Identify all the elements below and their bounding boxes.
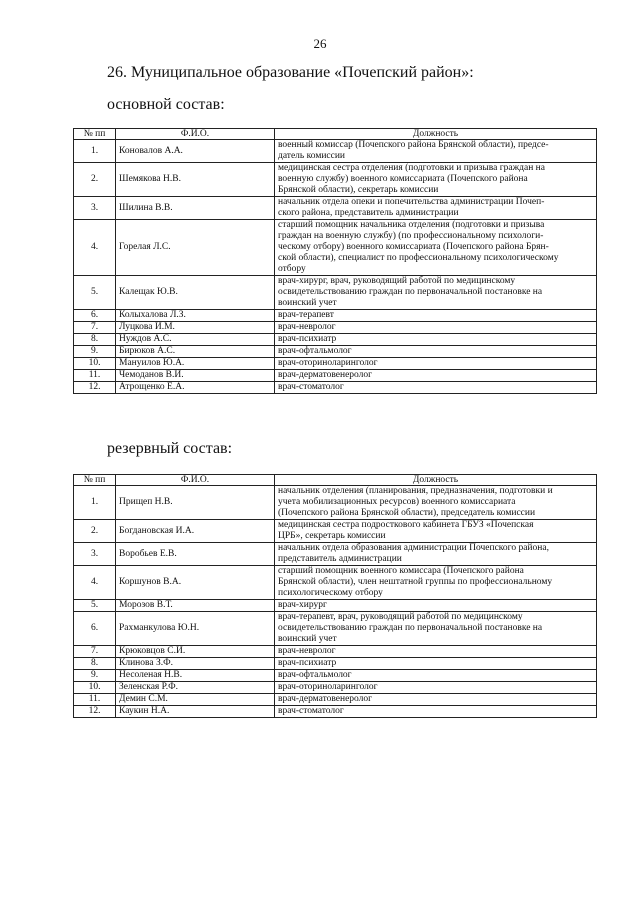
row-number: 10. [74, 682, 116, 694]
row-number: 8. [74, 334, 116, 346]
position-line: (Почепского района Брянской области), председатель комиссии [278, 508, 536, 518]
position-line: старший помощник начальника отделения (подготовки и призыва [278, 220, 545, 230]
reserve-composition-title: резервный состав: [107, 440, 233, 457]
member-name: Морозов В.Т. [116, 600, 275, 612]
position-line: старший помощник военного комиссара (Почепского района [278, 566, 524, 576]
row-number: 4. [74, 566, 116, 600]
member-name: Калещак Ю.В. [116, 276, 275, 310]
position-line: врач-стоматолог [278, 382, 344, 392]
row-number: 7. [74, 646, 116, 658]
table-row [74, 197, 597, 220]
table-row [74, 658, 597, 670]
position-line: врач-невролог [278, 322, 336, 332]
row-number: 4. [74, 220, 116, 276]
position-line: врач-оториноларинголог [278, 682, 378, 692]
main-composition-title: основной состав: [107, 96, 225, 113]
member-position [275, 486, 597, 520]
table-row [74, 322, 597, 334]
member-position [275, 358, 597, 370]
table-row [74, 358, 597, 370]
position-line: врач-невролог [278, 646, 336, 656]
row-number: 2. [74, 163, 116, 197]
position-line: ЦРБ», секретарь комиссии [278, 531, 386, 541]
position-line: начальник отдела образования администрации Почепского района, [278, 543, 549, 553]
table-row [74, 520, 597, 543]
row-number: 11. [74, 694, 116, 706]
row-number: 8. [74, 658, 116, 670]
position-line: отбору [278, 264, 306, 274]
member-name: Горелая Л.С. [116, 220, 275, 276]
position-line: датель комиссии [278, 151, 346, 161]
table-row [74, 334, 597, 346]
member-position [275, 140, 597, 163]
position-line: врач-офтальмолог [278, 346, 352, 356]
column-header-position: Должность [275, 475, 597, 486]
column-header-name: Ф.И.О. [116, 475, 275, 486]
position-line: врач-дерматовенеролог [278, 694, 373, 704]
table-row [74, 670, 597, 682]
row-number: 12. [74, 706, 116, 718]
position-line: врач-психиатр [278, 334, 337, 344]
row-number: 7. [74, 322, 116, 334]
page-number: 26 [313, 36, 327, 51]
position-line: Брянской области), член нештатной группы по профессиональному [278, 577, 553, 587]
table-row [74, 220, 597, 276]
position-line: врач-терапевт, врач, руководящий работой по медицинскому [278, 612, 523, 622]
member-position [275, 163, 597, 197]
table-row [74, 600, 597, 612]
member-name: Колыхалова Л.З. [116, 310, 275, 322]
position-line: воинский учет [278, 634, 337, 644]
member-position [275, 382, 597, 394]
table-header-row [74, 475, 597, 486]
member-position [275, 322, 597, 334]
position-line: военный комиссар (Почепского района Брянской области), предсе- [278, 140, 549, 150]
member-position [275, 670, 597, 682]
position-line: начальник отделения (планирования, предназначения, подготовки и [278, 486, 553, 496]
member-position [275, 346, 597, 358]
position-line: ческому отбору) военного комиссариата (Почепского района Брян- [278, 242, 549, 252]
row-number: 3. [74, 197, 116, 220]
table-row [74, 346, 597, 358]
member-name: Коновалов А.А. [116, 140, 275, 163]
row-number: 10. [74, 358, 116, 370]
position-line: освидетельствованию граждан по первоначальной постановке на [278, 623, 543, 633]
table-row [74, 370, 597, 382]
column-header-position: Должность [275, 129, 597, 140]
table-row [74, 706, 597, 718]
position-line: Брянской области), секретарь комиссии [278, 185, 439, 195]
member-name: Шемякова Н.В. [116, 163, 275, 197]
table-row [74, 646, 597, 658]
position-line: врач-хирург, врач, руководящий работой по медицинскому [278, 276, 516, 286]
row-number: 9. [74, 670, 116, 682]
member-name: Шилина В.В. [116, 197, 275, 220]
member-position [275, 694, 597, 706]
member-position [275, 706, 597, 718]
column-header-num: № пп [74, 129, 116, 140]
position-line: освидетельствованию граждан по первоначальной постановке на [278, 287, 543, 297]
member-position [275, 566, 597, 600]
member-name: Воробьев Е.В. [116, 543, 275, 566]
column-header-num: № пп [74, 475, 116, 486]
table-row [74, 566, 597, 600]
member-name: Прищеп Н.В. [116, 486, 275, 520]
table-header-row [74, 129, 597, 140]
member-position [275, 334, 597, 346]
member-position [275, 646, 597, 658]
table-row [74, 382, 597, 394]
row-number: 6. [74, 310, 116, 322]
member-position [275, 543, 597, 566]
member-name: Мануилов Ю.А. [116, 358, 275, 370]
table-row [74, 694, 597, 706]
position-line: врач-психиатр [278, 658, 337, 668]
position-line: врач-оториноларинголог [278, 358, 378, 368]
table-row [74, 682, 597, 694]
member-name: Чемоданов В.И. [116, 370, 275, 382]
member-position [275, 682, 597, 694]
member-name: Луцкова И.М. [116, 322, 275, 334]
position-line: воинский учет [278, 298, 337, 308]
position-line: врач-стоматолог [278, 706, 344, 716]
table-row [74, 612, 597, 646]
row-number: 11. [74, 370, 116, 382]
member-name: Зеленская Р.Ф. [116, 682, 275, 694]
row-number: 5. [74, 600, 116, 612]
member-position [275, 612, 597, 646]
row-number: 5. [74, 276, 116, 310]
position-line: врач-офтальмолог [278, 670, 352, 680]
member-name: Богдановская И.А. [116, 520, 275, 543]
member-position [275, 520, 597, 543]
row-number: 9. [74, 346, 116, 358]
position-line: начальник отдела опеки и попечительства администрации Почеп- [278, 197, 545, 207]
member-name: Коршунов В.А. [116, 566, 275, 600]
table-row [74, 486, 597, 520]
position-line: врач-терапевт [278, 310, 334, 320]
position-line: врач-хирург [278, 600, 327, 610]
member-position [275, 276, 597, 310]
row-number: 1. [74, 486, 116, 520]
position-line: учета мобилизационных ресурсов) военного комиссариата [278, 497, 516, 507]
member-position [275, 370, 597, 382]
member-name: Крюковцов С.И. [116, 646, 275, 658]
table-row [74, 140, 597, 163]
table-row [74, 163, 597, 197]
row-number: 6. [74, 612, 116, 646]
main-composition-table [73, 128, 597, 394]
position-line: медицинская сестра отделения (подготовки и призыва граждан на [278, 163, 545, 173]
position-line: психологическому отбору [278, 588, 383, 598]
member-position [275, 310, 597, 322]
position-line: граждан на военную службу) (по профессиональному психологи- [278, 231, 544, 241]
table-row [74, 276, 597, 310]
row-number: 3. [74, 543, 116, 566]
member-position [275, 600, 597, 612]
member-name: Несоленая Н.В. [116, 670, 275, 682]
member-position [275, 197, 597, 220]
member-name: Демин С.М. [116, 694, 275, 706]
member-name: Клинова З.Ф. [116, 658, 275, 670]
member-name: Рахманкулова Ю.Н. [116, 612, 275, 646]
member-name: Бирюков А.С. [116, 346, 275, 358]
member-position [275, 658, 597, 670]
row-number: 2. [74, 520, 116, 543]
column-header-name: Ф.И.О. [116, 129, 275, 140]
position-line: военную службу) военного комиссариата (Почепского района [278, 174, 528, 184]
member-name: Атрощенко Е.А. [116, 382, 275, 394]
table-row [74, 310, 597, 322]
table-row [74, 543, 597, 566]
position-line: представитель администрации [278, 554, 402, 564]
position-line: медицинская сестра подросткового кабинета ГБУЗ «Почепская [278, 520, 534, 530]
member-name: Нуждов А.С. [116, 334, 275, 346]
row-number: 12. [74, 382, 116, 394]
position-line: ского района, представитель администрации [278, 208, 459, 218]
member-name: Каукин Н.А. [116, 706, 275, 718]
position-line: врач-дерматовенеролог [278, 370, 373, 380]
row-number: 1. [74, 140, 116, 163]
member-position [275, 220, 597, 276]
page-title: 26. Муниципальное образование «Почепский район»: [107, 64, 474, 81]
reserve-composition-table [73, 474, 597, 718]
position-line: ской области), специалист по профессиональному психологическому [278, 253, 559, 263]
